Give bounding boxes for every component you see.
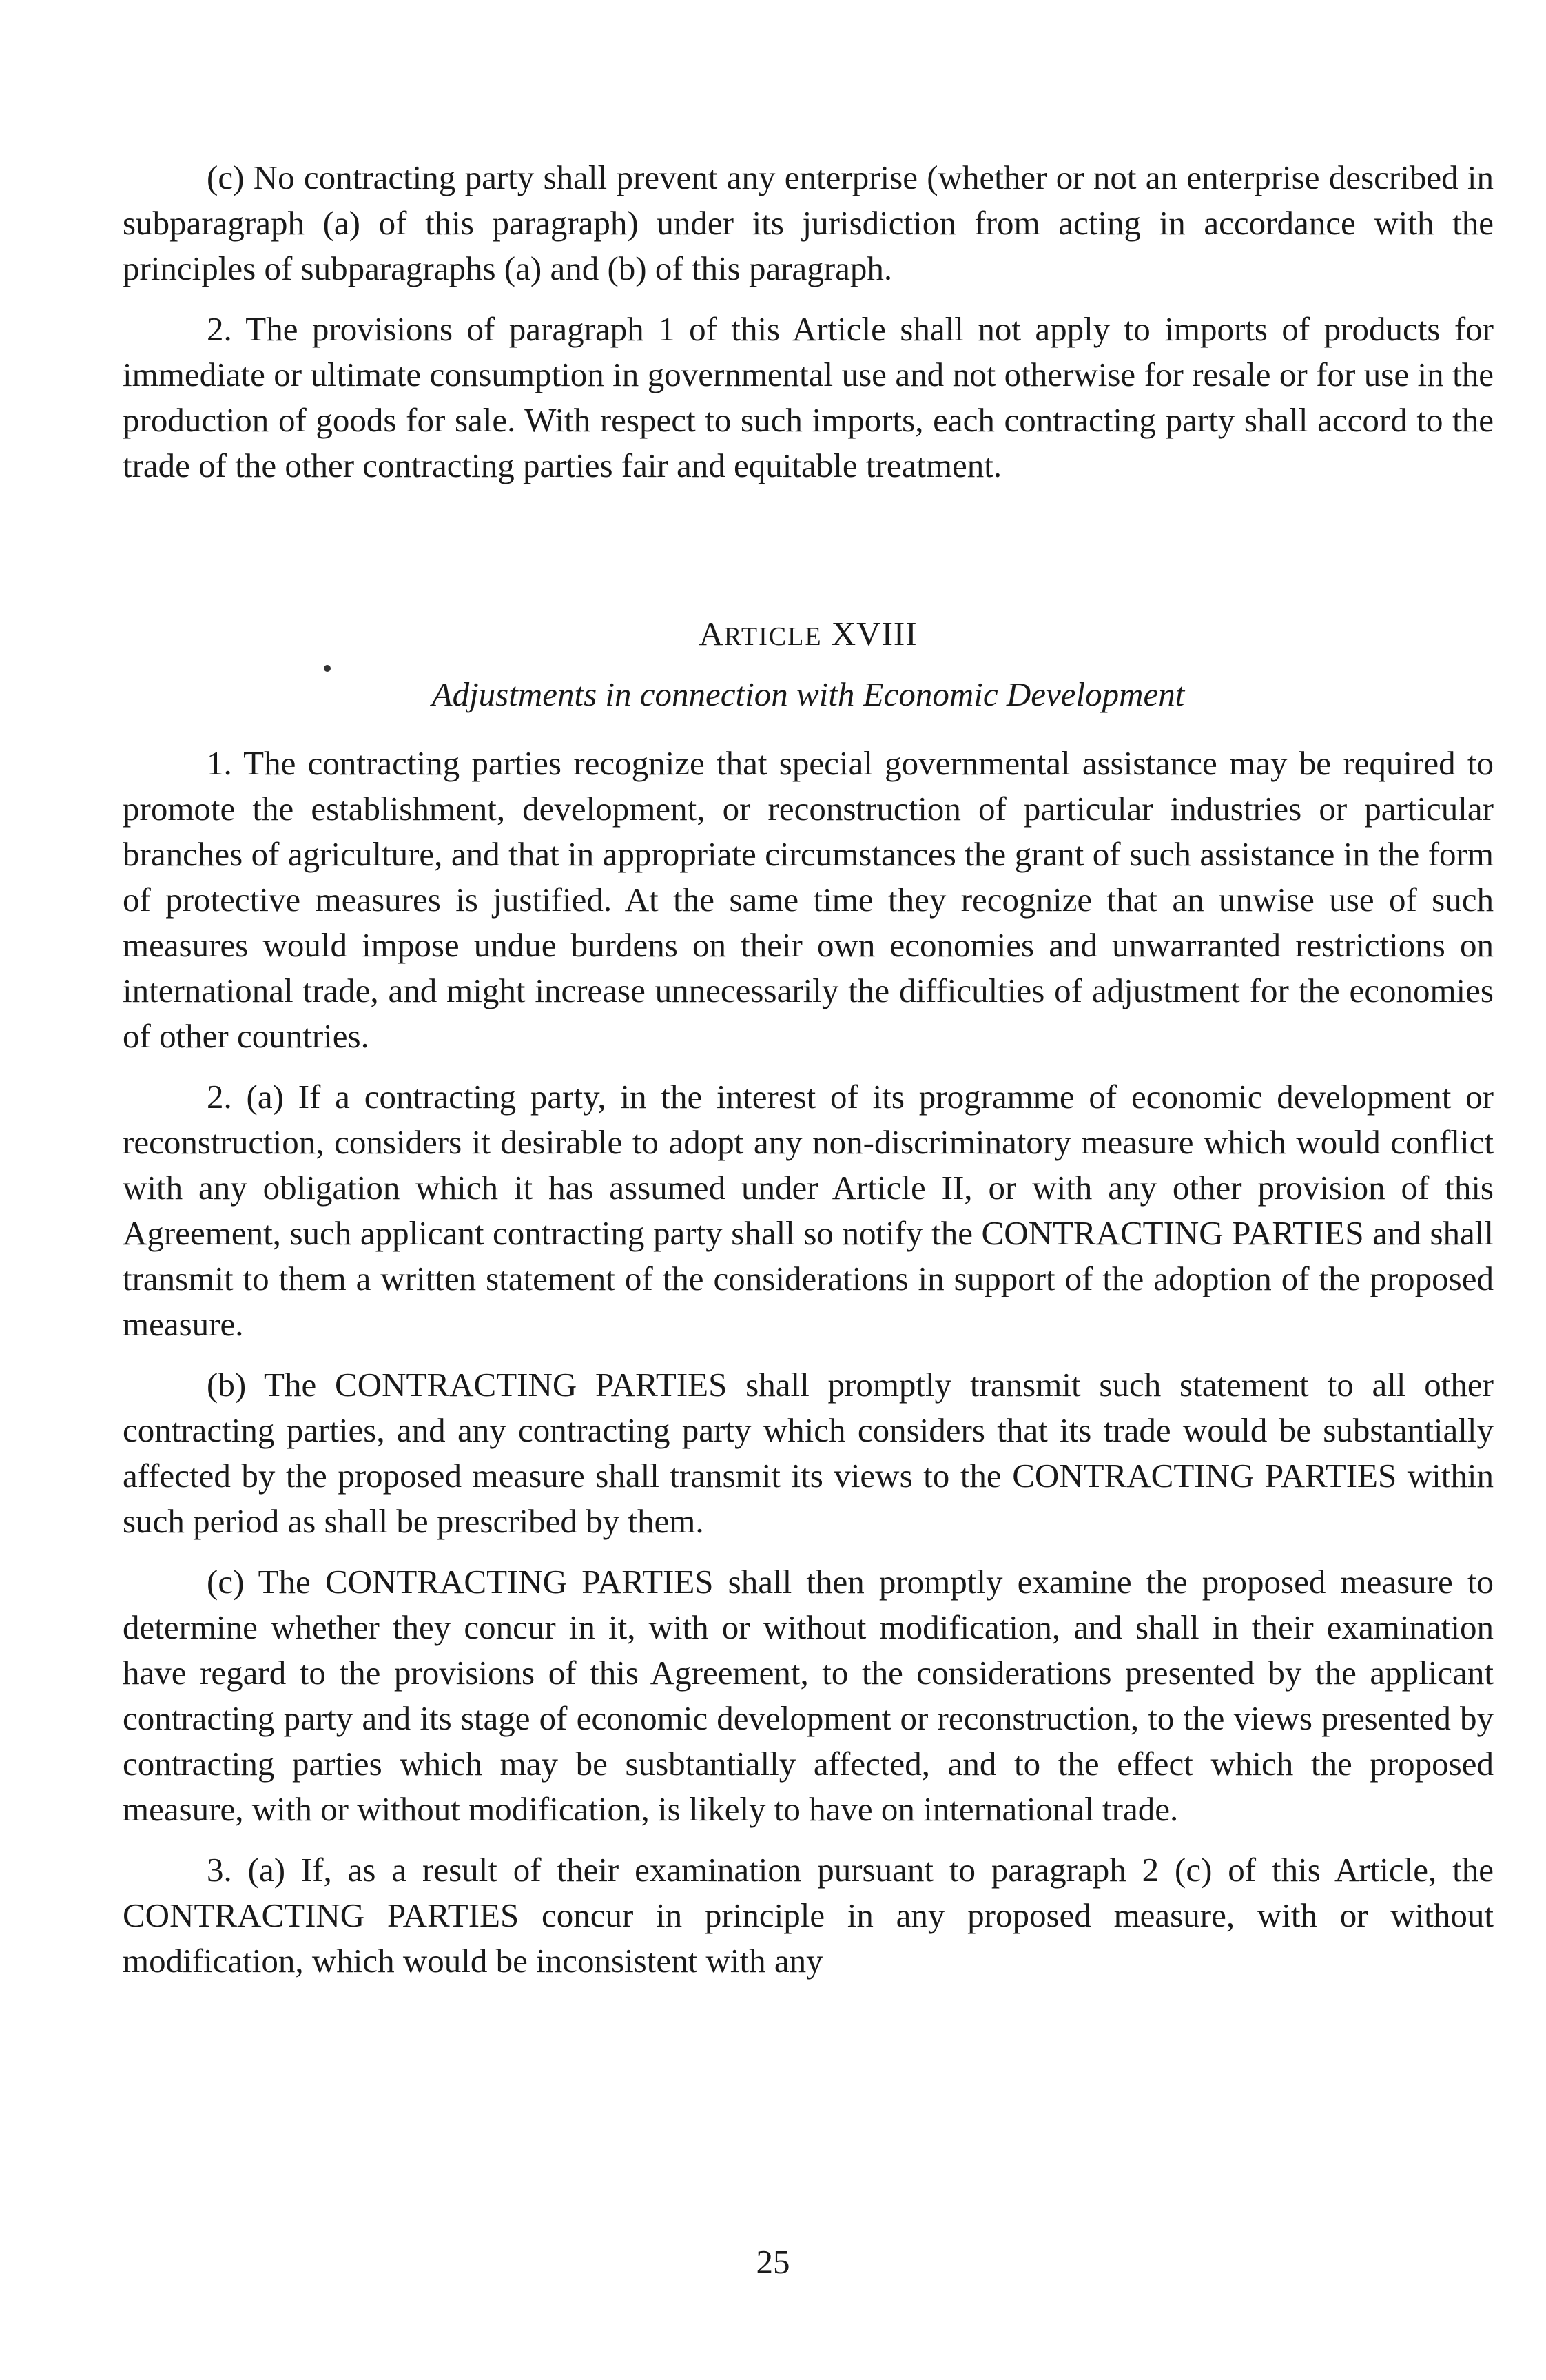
article-paragraph-1: 1. The contracting parties recognize that special governmental assistance may be required to promote the establishment, development, or reconstruction of particular industries or particular branches of agriculture, and that in appropriate circumstances the grant of such assistance in the form of protective measures is justified. At the same time they recognize that an unwise use of such measures would impose undue burdens on their own economies and unwarranted restrictions on international trade, and might increase unnecessarily the difficulties of adjustment for the economies of other countries. bbox=[123, 744, 1494, 1055]
document-page bbox=[123, 155, 1494, 1999]
article-subtitle: Adjustments in connection with Economic Development bbox=[431, 675, 1185, 713]
article-paragraph-2b: (b) The CONTRACTING PARTIES shall promptly transmit such statement to all other contracting parties, and any contracting party which considers that its trade would be substantially affected by the proposed measure shall transmit its views to the CONTRACTING PARTIES within such period as shall be prescribed by them. bbox=[123, 1366, 1494, 1540]
article-heading-smallcaps: RTICLE bbox=[723, 622, 823, 651]
article-paragraph-2a: 2. (a) If a contracting party, in the interest of its programme of economic development or reconstruction, considers it desirable to adopt any non-discriminatory measure which would conflict with any obligation which it has assumed under Article II, or with any other provision of this Agreement, such applicant contracting party shall so notify the CONTRACTING PARTIES and shall transmit to them a written statement of the considerations in support of the adoption of the proposed measure. bbox=[123, 1078, 1494, 1343]
page-number: 25 bbox=[756, 2243, 790, 2281]
article-paragraph-2c: (c) The CONTRACTING PARTIES shall then promptly examine the proposed measure to determine whether they concur in it, with or without modification, and shall in their examination have regard to the provisions of this Agreement, to the considerations presented by the applicant contracting party and its stage of economic development or reconstruction, to the views presented by contracting parties which may be susbtantially affected, and to the effect which the proposed measure, with or without modification, is likely to have on international trade. bbox=[123, 1563, 1494, 1828]
paragraph-2: 2. The provisions of paragraph 1 of this Article shall not apply to imports of products for immediate or ultimate consumption in governmental use and not otherwise for resale or for use in the production of goods for sale. With respect to such imports, each contracting party shall accord to the trade of the other contracting parties fair and equitable treatment. bbox=[123, 310, 1494, 484]
article-paragraph-3a: 3. (a) If, as a result of their examination pursuant to paragraph 2 (c) of this Article, the CONTRACTING PARTIES concur in principle in any proposed measure, with or without modification, which would be inconsistent with any bbox=[123, 1851, 1494, 1980]
article-heading bbox=[123, 611, 1494, 659]
article-heading-numeral: XVIII bbox=[831, 615, 918, 653]
article-heading-initial: A bbox=[699, 615, 724, 653]
paragraph-1c: (c) No contracting party shall prevent any enterprise (whether or not an enterprise described in subparagraph (a) of this paragraph) under its jurisdiction from acting in accordance with the principles of subparagraphs (a) and (b) of this paragraph. bbox=[123, 158, 1494, 287]
